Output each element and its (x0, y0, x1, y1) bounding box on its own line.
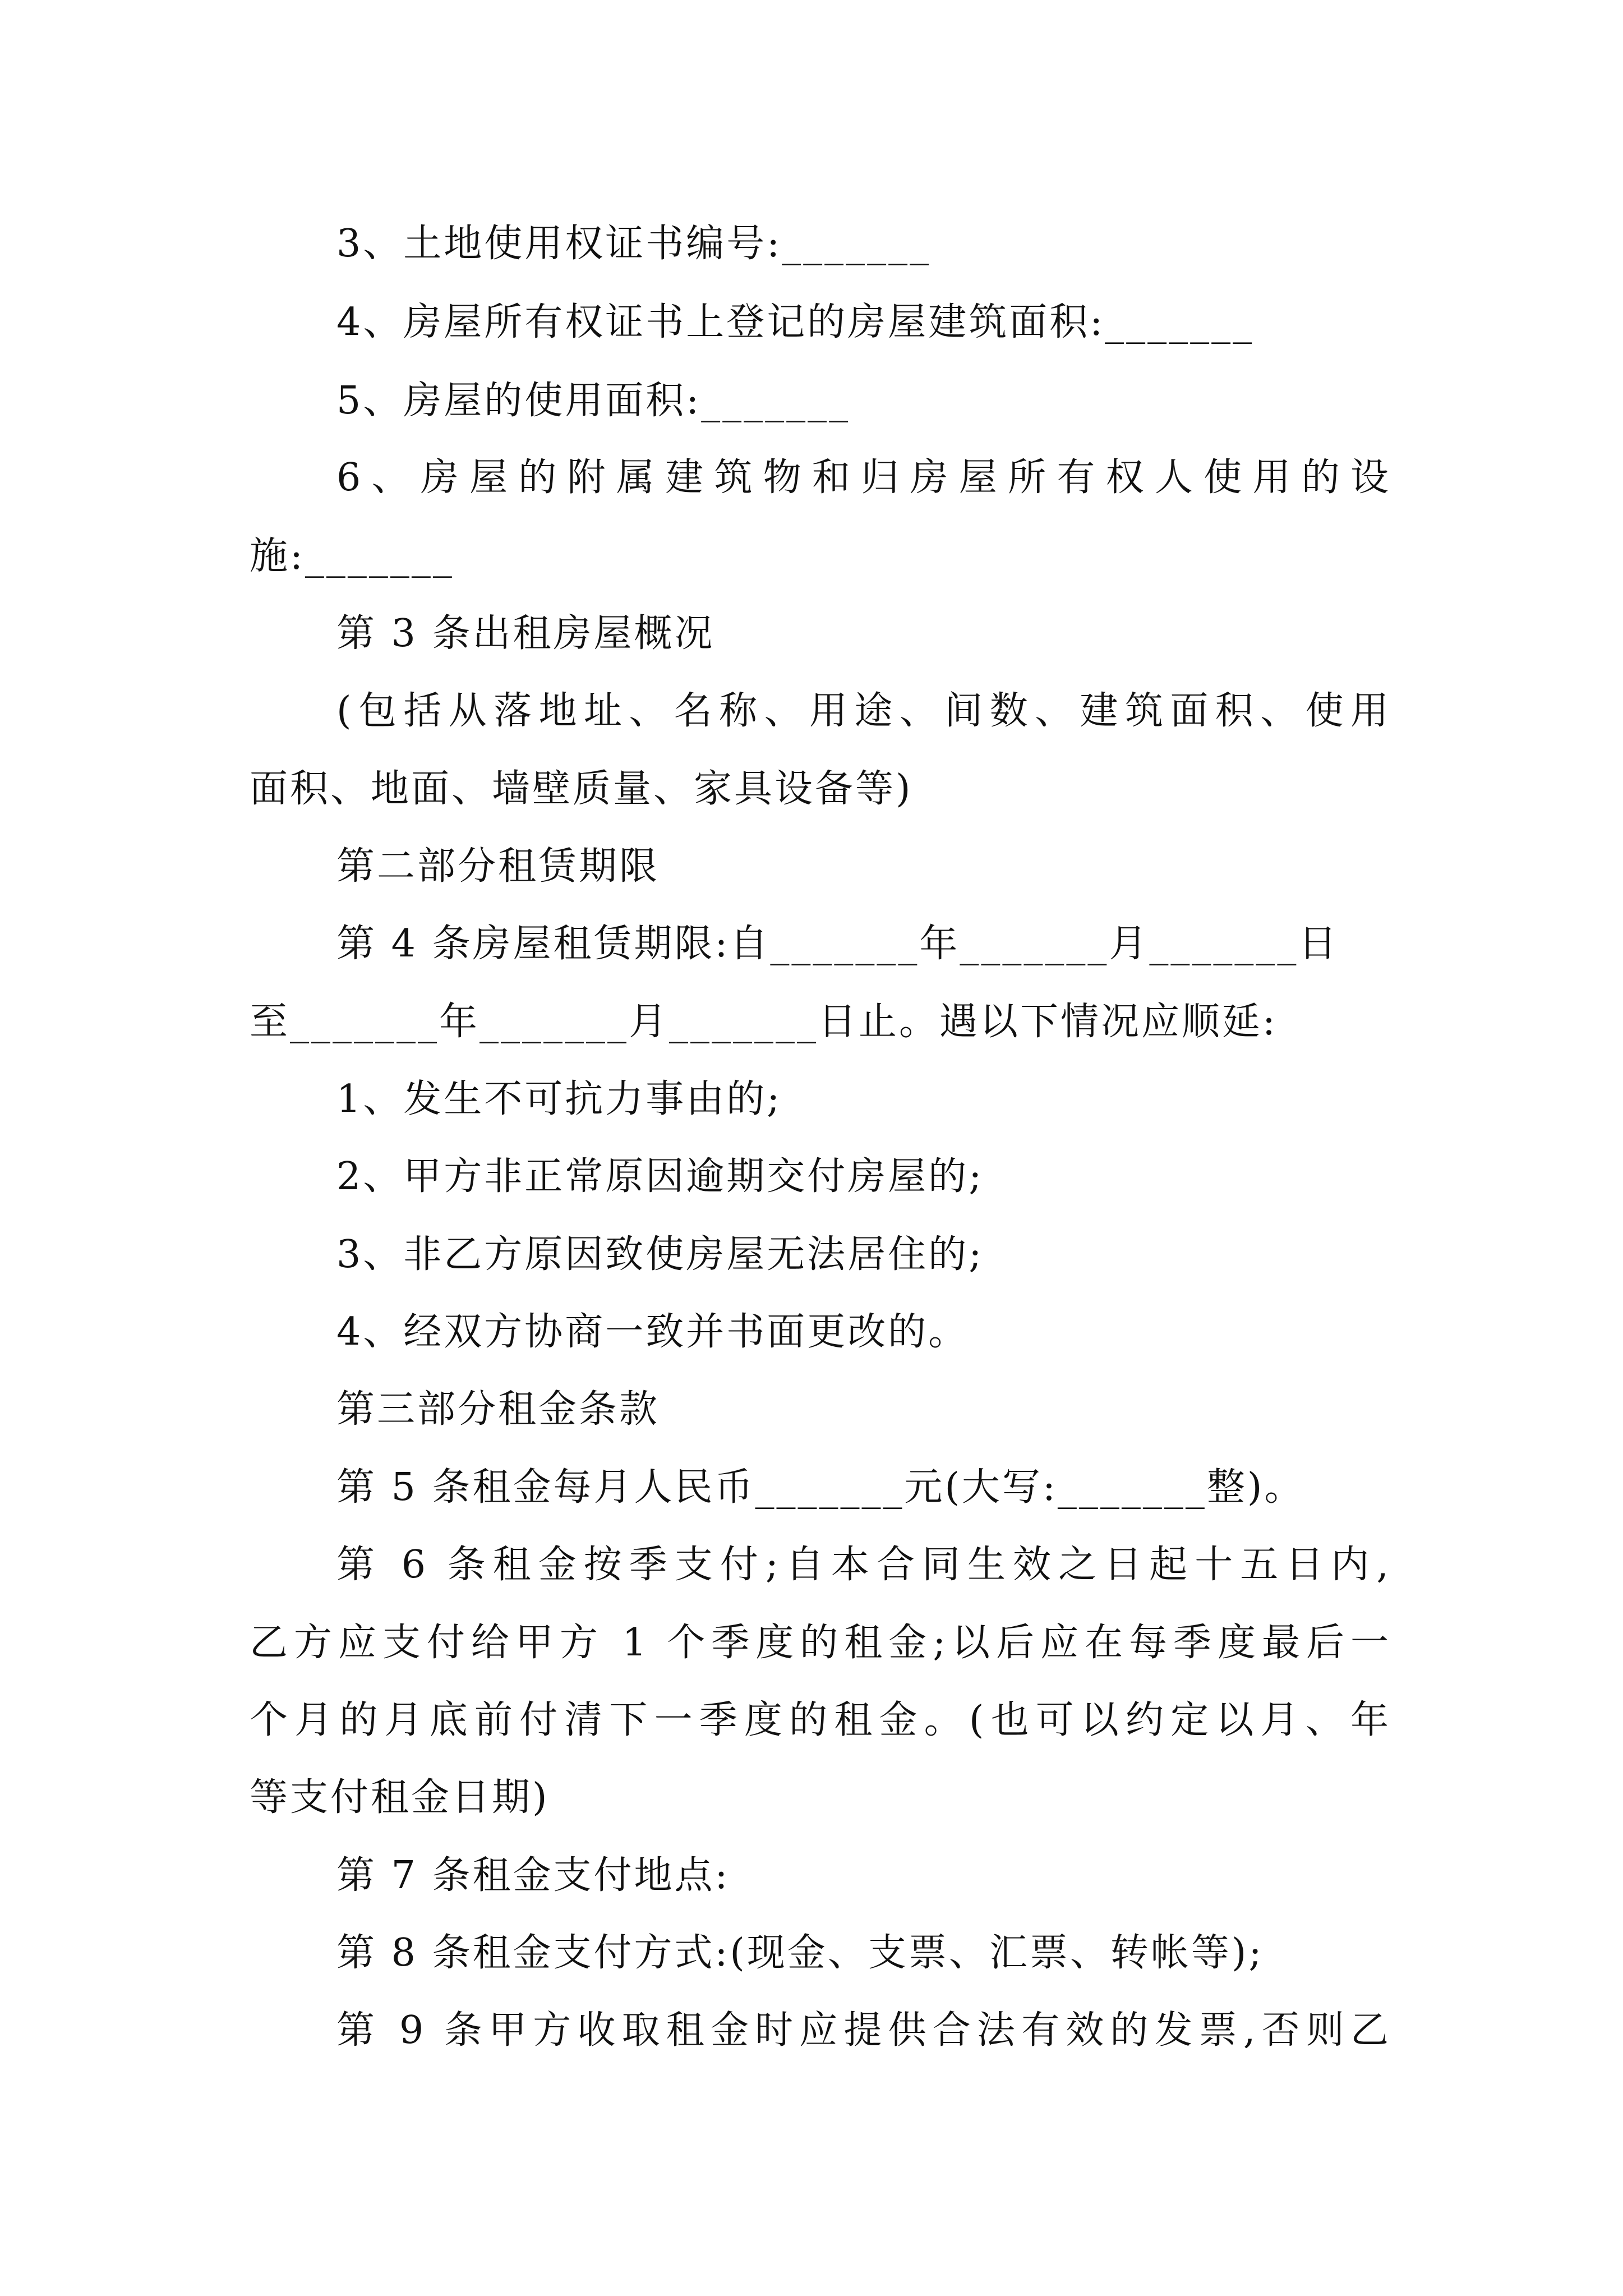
clause-line-1: 3、土地使用权证书编号:_______ (336, 222, 932, 266)
clause-line-17: 第 5 条租金每月人民币_______元(大写:_______整)。 (336, 1465, 1305, 1510)
clause-line-2: 4、房屋所有权证书上登记的房屋建筑面积:_______ (336, 300, 1255, 344)
clause-line-14: 3、非乙方原因致使房屋无法居住的; (336, 1232, 984, 1277)
clause-line-7: (包括从落地址、名称、用途、间数、建筑面积、使用 (336, 689, 1391, 733)
clause-line-20: 个月的月底前付清下一季度的租金。(也可以约定以月、年 (250, 1698, 1391, 1742)
clause-line-19: 乙方应支付给甲方 1 个季度的租金;以后应在每季度最后一 (250, 1621, 1391, 1665)
clause-line-23: 第 8 条租金支付方式:(现金、支票、汇票、转帐等); (336, 1931, 1264, 1975)
clause-line-11: 至_______年_______月_______日止。遇以下情况应顺延: (250, 1000, 1278, 1044)
clause-line-10: 第 4 条房屋租赁期限:自_______年_______月_______日 (336, 922, 1339, 966)
part-heading-3: 第三部分租金条款 (336, 1387, 660, 1432)
clause-line-21: 等支付租金日期) (250, 1775, 550, 1820)
section-heading-article-3: 第 3 条出租房屋概况 (336, 611, 715, 656)
clause-line-18: 第 6 条租金按季支付;自本合同生效之日起十五日内, (336, 1543, 1391, 1587)
clause-line-3: 5、房屋的使用面积:_______ (336, 379, 851, 423)
clause-line-12: 1、发生不可抗力事由的; (336, 1077, 782, 1121)
clause-line-24: 第 9 条甲方收取租金时应提供合法有效的发票,否则乙 (336, 2008, 1391, 2053)
part-heading-2: 第二部分租赁期限 (336, 844, 660, 889)
clause-line-13: 2、甲方非正常原因逾期交付房屋的; (336, 1154, 984, 1199)
clause-line-4: 6、房屋的附属建筑物和归房屋所有权人使用的设 (336, 455, 1391, 500)
clause-line-22: 第 7 条租金支付地点: (336, 1853, 730, 1898)
clause-line-5: 施:_______ (250, 534, 454, 578)
clause-line-8: 面积、地面、墙壁质量、家具设备等) (250, 767, 913, 811)
clause-line-15: 4、经双方协商一致并书面更改的。 (336, 1310, 969, 1354)
